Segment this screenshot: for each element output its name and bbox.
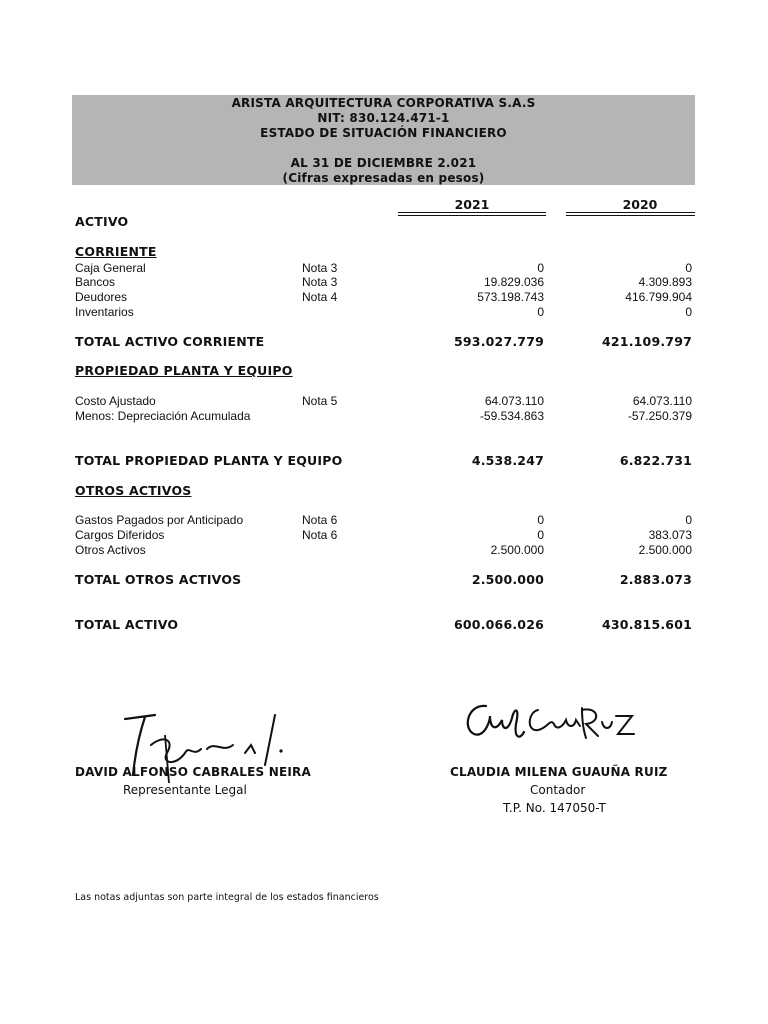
total-value-2021: 593.027.779 [454, 334, 544, 349]
row-value-2020: 0 [685, 305, 692, 319]
row-value-2020: 416.799.904 [625, 290, 692, 304]
double-rule-2021 [398, 215, 546, 216]
statement-title: ESTADO DE SITUACIÓN FINANCIERO [260, 126, 507, 140]
double-rule-2020 [566, 212, 695, 213]
total-value-2020: 421.109.797 [602, 334, 692, 349]
row-value-2021: 0 [537, 513, 544, 527]
row-value-2021: 0 [537, 305, 544, 319]
double-rule-2021 [398, 212, 546, 213]
total-label: TOTAL OTROS ACTIVOS [75, 572, 242, 587]
total-value-2020: 2.883.073 [619, 572, 692, 587]
accountant-tp: T.P. No. 147050-T [503, 801, 606, 815]
row-note: Nota 4 [302, 290, 338, 304]
row-value-2021: 19.829.036 [483, 275, 544, 289]
total-activo-2020: 430.815.601 [602, 617, 692, 632]
row-value-2021: 0 [537, 528, 544, 542]
total-value-2021: 4.538.247 [471, 453, 544, 468]
row-note: Nota 3 [302, 275, 338, 289]
accountant-name: CLAUDIA MILENA GUAUÑA RUIZ [450, 765, 668, 779]
column-header-2020: 2020 [622, 197, 658, 212]
row-label: Bancos [75, 275, 116, 289]
statement-header [72, 95, 695, 185]
row-label: Costo Ajustado [75, 394, 156, 408]
total-label: TOTAL ACTIVO CORRIENTE [75, 334, 265, 349]
footnote: Las notas adjuntas son parte integral de los estados financieros [75, 892, 379, 903]
row-label: Gastos Pagados por Anticipado [75, 513, 244, 527]
activo-heading: ACTIVO [75, 214, 129, 229]
double-rule-2020 [566, 215, 695, 216]
row-label: Menos: Depreciación Acumulada [75, 409, 251, 423]
accountant-signature [458, 698, 638, 750]
legal-rep-name: DAVID ALFONSO CABRALES NEIRA [75, 765, 311, 779]
row-note: Nota 6 [302, 528, 338, 542]
total-activo-label: TOTAL ACTIVO [75, 617, 179, 632]
legal-rep-role: Representante Legal [123, 783, 247, 797]
row-value-2020: 2.500.000 [638, 543, 692, 557]
company-name: ARISTA ARQUITECTURA CORPORATIVA S.A.S [231, 96, 536, 110]
row-note: Nota 6 [302, 513, 338, 527]
row-label: Caja General [75, 261, 146, 275]
row-value-2020: 383.073 [648, 528, 692, 542]
column-header-2021: 2021 [454, 197, 490, 212]
row-value-2020: 4.309.893 [638, 275, 692, 289]
total-value-2020: 6.822.731 [619, 453, 692, 468]
section-title-ppe: PROPIEDAD PLANTA Y EQUIPO [75, 363, 293, 378]
section-title-otros: OTROS ACTIVOS [75, 483, 192, 498]
company-nit: NIT: 830.124.471-1 [317, 111, 450, 125]
row-value-2021: 64.073.110 [484, 394, 544, 408]
total-activo-2021: 600.066.026 [454, 617, 544, 632]
row-value-2020: -57.250.379 [627, 409, 692, 423]
row-note: Nota 3 [302, 261, 338, 275]
row-value-2021: 2.500.000 [490, 543, 544, 557]
section-title-corriente: CORRIENTE [75, 244, 157, 259]
currency-note: (Cifras expresadas en pesos) [282, 171, 485, 185]
accountant-role: Contador [530, 783, 586, 797]
row-label: Otros Activos [75, 543, 146, 557]
total-value-2021: 2.500.000 [471, 572, 544, 587]
row-note: Nota 5 [302, 394, 338, 408]
row-value-2020: 0 [685, 261, 692, 275]
row-label: Inventarios [75, 305, 134, 319]
row-value-2021: 0 [537, 261, 544, 275]
row-value-2021: -59.534.863 [479, 409, 544, 423]
statement-date: AL 31 DE DICIEMBRE 2.021 [290, 156, 477, 170]
row-label: Deudores [75, 290, 128, 304]
row-value-2021: 573.198.743 [477, 290, 544, 304]
total-label: TOTAL PROPIEDAD PLANTA Y EQUIPO [75, 453, 343, 468]
row-value-2020: 64.073.110 [632, 394, 692, 408]
row-value-2020: 0 [685, 513, 692, 527]
row-label: Cargos Diferidos [75, 528, 165, 542]
